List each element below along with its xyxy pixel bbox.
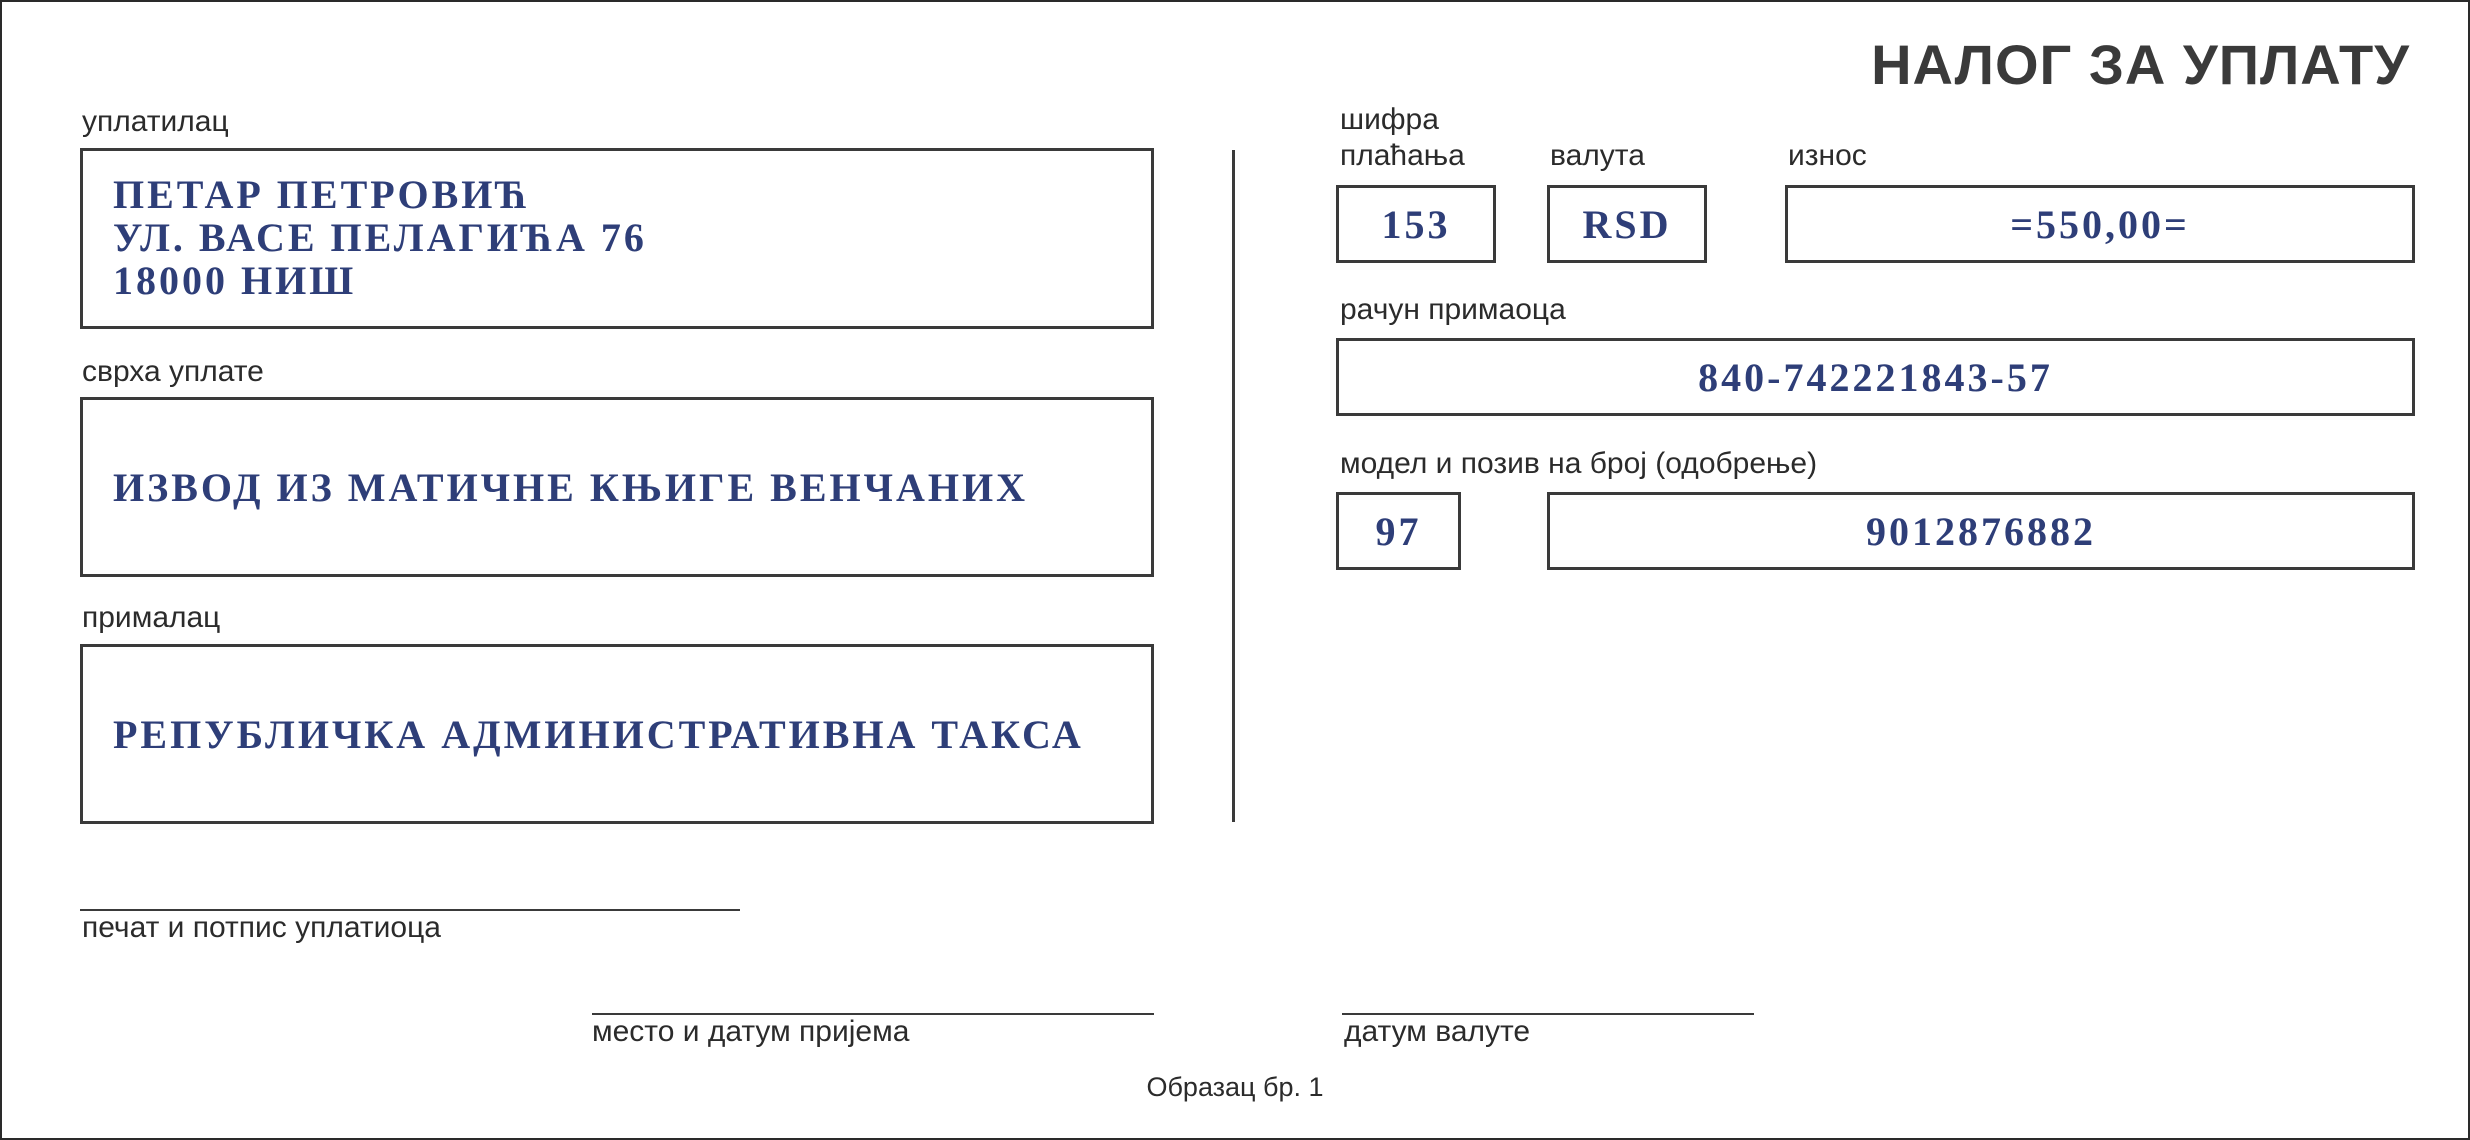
currency-label: валута [1550, 139, 1645, 172]
recipient-value: РЕПУБЛИЧКА АДМИНИСТРАТИВНА ТАКСА [113, 711, 1084, 757]
payer-city: 18000 НИШ [113, 258, 357, 303]
purpose-value: ИЗВОД ИЗ МАТИЧНЕ КЊИГЕ ВЕНЧАНИХ [113, 464, 1028, 510]
purpose-field[interactable] [80, 397, 1154, 577]
currency-field[interactable] [1547, 185, 1707, 263]
reference-number-value: 9012876882 [1866, 508, 2096, 554]
place-date-label: место и датум пријема [592, 1015, 910, 1048]
payer-value [113, 173, 647, 302]
currency-value: RSD [1582, 201, 1672, 247]
payer-signature-label: печат и потпис уплатиоца [82, 911, 441, 944]
payer-field[interactable] [80, 148, 1154, 329]
payer-address: УЛ. ВАСЕ ПЕЛАГИЋА 76 [113, 215, 647, 260]
recipient-account-value: 840-742221843-57 [1698, 354, 2053, 400]
form-title: НАЛОГ ЗА УПЛАТУ [1871, 33, 2410, 96]
payment-code-field[interactable] [1336, 185, 1496, 263]
amount-field[interactable] [1785, 185, 2415, 263]
amount-label: износ [1788, 139, 1867, 172]
payer-name: ПЕТАР ПЕТРОВИЋ [113, 172, 531, 217]
recipient-label: прималац [82, 601, 221, 634]
payment-code-label-line1: шифра [1340, 103, 1439, 136]
payment-code-value: 153 [1381, 201, 1451, 247]
amount-value: =550,00= [2010, 201, 2190, 247]
reference-number-field[interactable] [1547, 492, 2415, 570]
purpose-label: сврха уплате [82, 355, 264, 388]
reference-label: модел и позив на број (одобрење) [1340, 447, 1818, 480]
payment-code-label-line2: плаћања [1340, 139, 1465, 172]
payer-label: уплатилац [82, 105, 229, 138]
recipient-field[interactable] [80, 644, 1154, 824]
recipient-account-label: рачун примаоца [1340, 293, 1566, 326]
reference-model-field[interactable] [1336, 492, 1461, 570]
column-divider [1232, 150, 1235, 822]
recipient-account-field[interactable] [1336, 338, 2415, 416]
form-number: Образац бр. 1 [1146, 1072, 1324, 1102]
reference-model-value: 97 [1375, 508, 1422, 554]
value-date-label: датум валуте [1344, 1015, 1531, 1048]
